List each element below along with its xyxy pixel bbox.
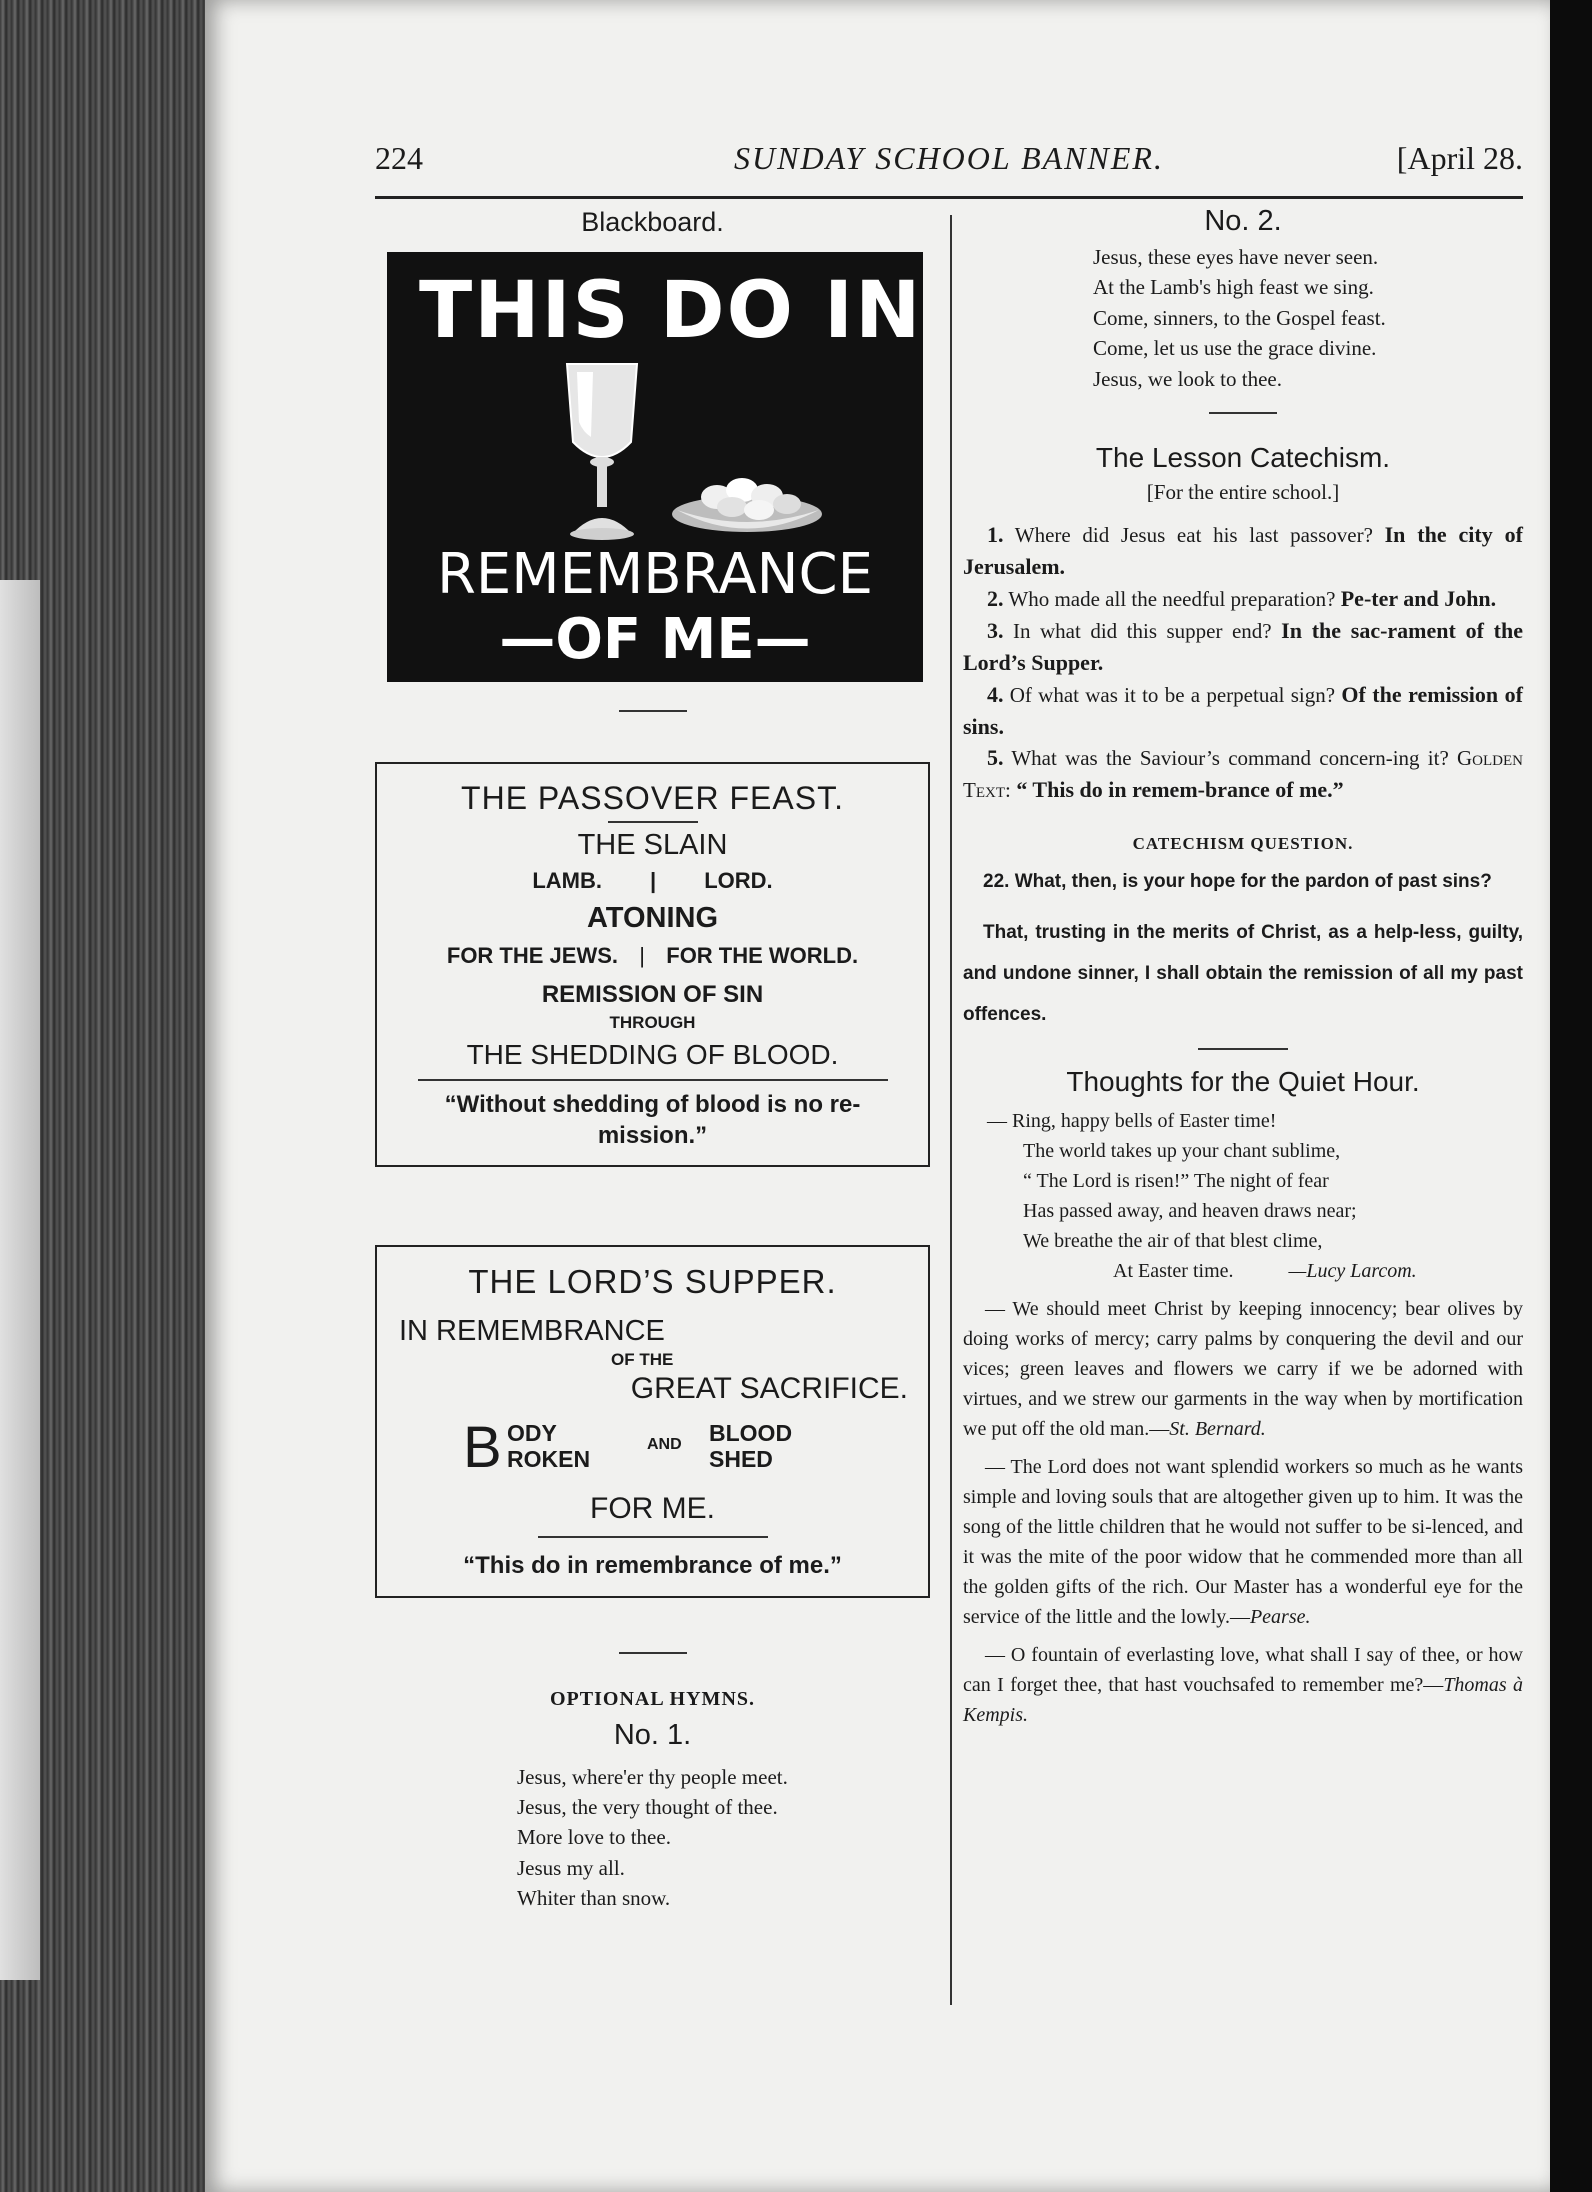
publication-title: SUNDAY SCHOOL BANNER.: [734, 140, 1164, 176]
and-text: AND: [647, 1436, 682, 1454]
catechism-question: 22. What, then, is your hope for the pardon of past sins?: [983, 871, 1492, 893]
hymn-line: At the Lamb's high feast we sing.: [1093, 275, 1374, 300]
of-the-line: OF THE: [611, 1350, 674, 1370]
hymn-line: Come, sinners, to the Gospel feast.: [1093, 305, 1386, 330]
body-blood-block: [391, 1416, 914, 1482]
poem-line: The world takes up your chant sublime,: [1023, 1139, 1341, 1162]
remission-line: REMISSION OF SIN: [541, 981, 764, 1008]
divider: [619, 1652, 687, 1654]
divider: [1198, 1048, 1288, 1050]
poem-last-line: At Easter time. —Lucy Larcom.: [1113, 1259, 1417, 1282]
quiet-hour-paragraph: — We should meet Christ by keeping innocency; bear olives by doing works of mercy; carry palms by conquering the devil and our vices; green leaves and flowers we carry if we be adorned with virtues, and we strew our garments in the way when by mortification we put off the old man.—St. Bernard.: [963, 1297, 1523, 1440]
supper-title: THE LORD’S SUPPER.: [468, 1263, 837, 1301]
hymn-line: Come, let us use the grace divine.: [1093, 336, 1377, 361]
scan-border: [1550, 0, 1592, 2192]
in-remembrance-line: IN REMEMBRANCE: [399, 1315, 665, 1348]
great-sacrifice-line: GREAT SACRIFICE.: [630, 1372, 908, 1406]
hymn-line: Jesus, we look to thee.: [1093, 366, 1282, 391]
catechism-questions: [963, 519, 1523, 806]
catechism-title: The Lesson Catechism.: [1095, 442, 1391, 474]
catechism-item: 4. Of what was it to be a perpetual sign? Of the remission of sins.: [963, 681, 1523, 739]
divider: [608, 821, 698, 823]
catechism-answer: That, trusting in the merits of Christ, as a help-less, guilty, and undone sinner, I shall obtain the remission of all my past offences.: [963, 922, 1523, 1025]
poem-line: “ The Lord is risen!” The night of fear: [1023, 1169, 1329, 1192]
lamb-text: LAMB.: [532, 868, 602, 893]
catechism-subtitle: [For the entire school.]: [1146, 480, 1340, 505]
lamb-lord-line: LAMB. | LORD.: [532, 868, 773, 893]
catechism-item: 3. In what did this supper end? In the sac-rament of the Lord’s Supper.: [963, 617, 1523, 675]
poem-author: —Lucy Larcom.: [1288, 1259, 1417, 1282]
blackboard-line-1: THIS DO IN: [419, 266, 923, 356]
catechism-item: 2. Who made all the needful preparation? Pe-ter and John.: [987, 585, 1497, 611]
hymns-no1-list: [375, 1762, 930, 1914]
catechism-item: 5. What was the Saviour’s command concern-ing it? Golden Text: “ This do in remem-brance of me.”: [963, 745, 1523, 803]
quiet-hour-title: Thoughts for the Quiet Hour.: [1066, 1065, 1420, 1097]
column-rule: [950, 215, 952, 2005]
shed-text: SHED: [709, 1446, 773, 1473]
left-column: [375, 205, 930, 1914]
blackboard-illustration: [387, 252, 923, 682]
through-line: THROUGH: [609, 1013, 696, 1032]
divider: [418, 1079, 888, 1081]
for-jews-text: FOR THE JEWS.: [446, 943, 618, 968]
passover-title: THE PASSOVER FEAST.: [461, 780, 844, 816]
lords-supper-box: [375, 1245, 930, 1597]
hymns-no2-list: [963, 242, 1523, 394]
blackboard-line-2: REMEMBRANCE: [436, 542, 874, 607]
hymn-line: Jesus, where'er thy people meet.: [517, 1764, 788, 1789]
divider: [619, 710, 687, 712]
hymn-line: More love to thee.: [517, 1825, 671, 1850]
lord-text: LORD.: [704, 868, 773, 893]
for-me-line: FOR ME.: [590, 1492, 715, 1526]
divider: [538, 1536, 768, 1538]
hymn-line: Whiter than snow.: [517, 1886, 671, 1911]
easter-poem: [963, 1106, 1523, 1286]
passover-quote: “Without shedding of blood is no re-mission.”: [444, 1091, 861, 1150]
quiet-hour-paragraph: — The Lord does not want splendid workers so much as he wants simple and loving souls that are altogether given up to him. It was the song of the little children that he would not suffer to be si-lenced, and it was the mite of the poor widow that he commended more than all the golden gifts of the rich. Our Master has a wonderful eye for the service of the little and the lowly.—Pearse.: [963, 1455, 1523, 1628]
hymn-line: Jesus, the very thought of thee.: [517, 1795, 778, 1819]
hymn-line: Jesus, these eyes have never seen.: [1093, 245, 1379, 269]
supper-quote: “This do in remembrance of me.”: [463, 1552, 842, 1580]
catechism-item: 1. Where did Jesus eat his last passover? In the city of Jerusalem.: [963, 522, 1523, 580]
poem-line: We breathe the air of that blest clime,: [1023, 1229, 1323, 1252]
poem-line: — Ring, happy bells of Easter time!: [987, 1109, 1277, 1132]
roken-text: ROKEN: [507, 1446, 591, 1473]
header-rule: [375, 196, 1523, 199]
hymn-line: Jesus my all.: [517, 1855, 625, 1880]
jews-world-line: FOR THE JEWS. | FOR THE WORLD.: [446, 943, 859, 968]
page-number: 224: [375, 140, 423, 176]
for-world-text: FOR THE WORLD.: [666, 943, 859, 968]
quiet-hour-paragraph: — O fountain of everlasting love, what shall I say of thee, or how can I forget thee, that hast vouchsafed to remember me?—Thomas à Kempis.: [963, 1643, 1523, 1726]
slain-line: THE SLAIN: [577, 829, 728, 861]
page-header: [375, 140, 1523, 180]
passover-feast-box: [375, 762, 930, 1167]
issue-date: [April 28.: [1396, 140, 1523, 176]
blackboard-line-3: —OF ME—: [499, 607, 811, 672]
book-page-edges-light: [0, 580, 40, 1980]
ody-text: ODY: [507, 1420, 557, 1447]
hymns-no1-label: No. 1.: [613, 1718, 692, 1751]
shedding-line: THE SHEDDING OF BLOOD.: [466, 1039, 839, 1070]
hymns-no2-label: No. 2.: [1204, 205, 1282, 237]
divider: [1209, 412, 1277, 414]
right-column: [963, 205, 1523, 1730]
atoning-line: ATONING: [586, 902, 719, 934]
big-b-letter: B: [463, 1415, 502, 1481]
blood-text: BLOOD: [709, 1420, 793, 1447]
poem-line: Has passed away, and heaven draws near;: [1023, 1199, 1357, 1222]
optional-hymns-title: OPTIONAL HYMNS.: [549, 1687, 756, 1710]
catechism-question-title: CATECHISM QUESTION.: [1132, 834, 1354, 854]
blackboard-label: Blackboard.: [581, 207, 724, 237]
